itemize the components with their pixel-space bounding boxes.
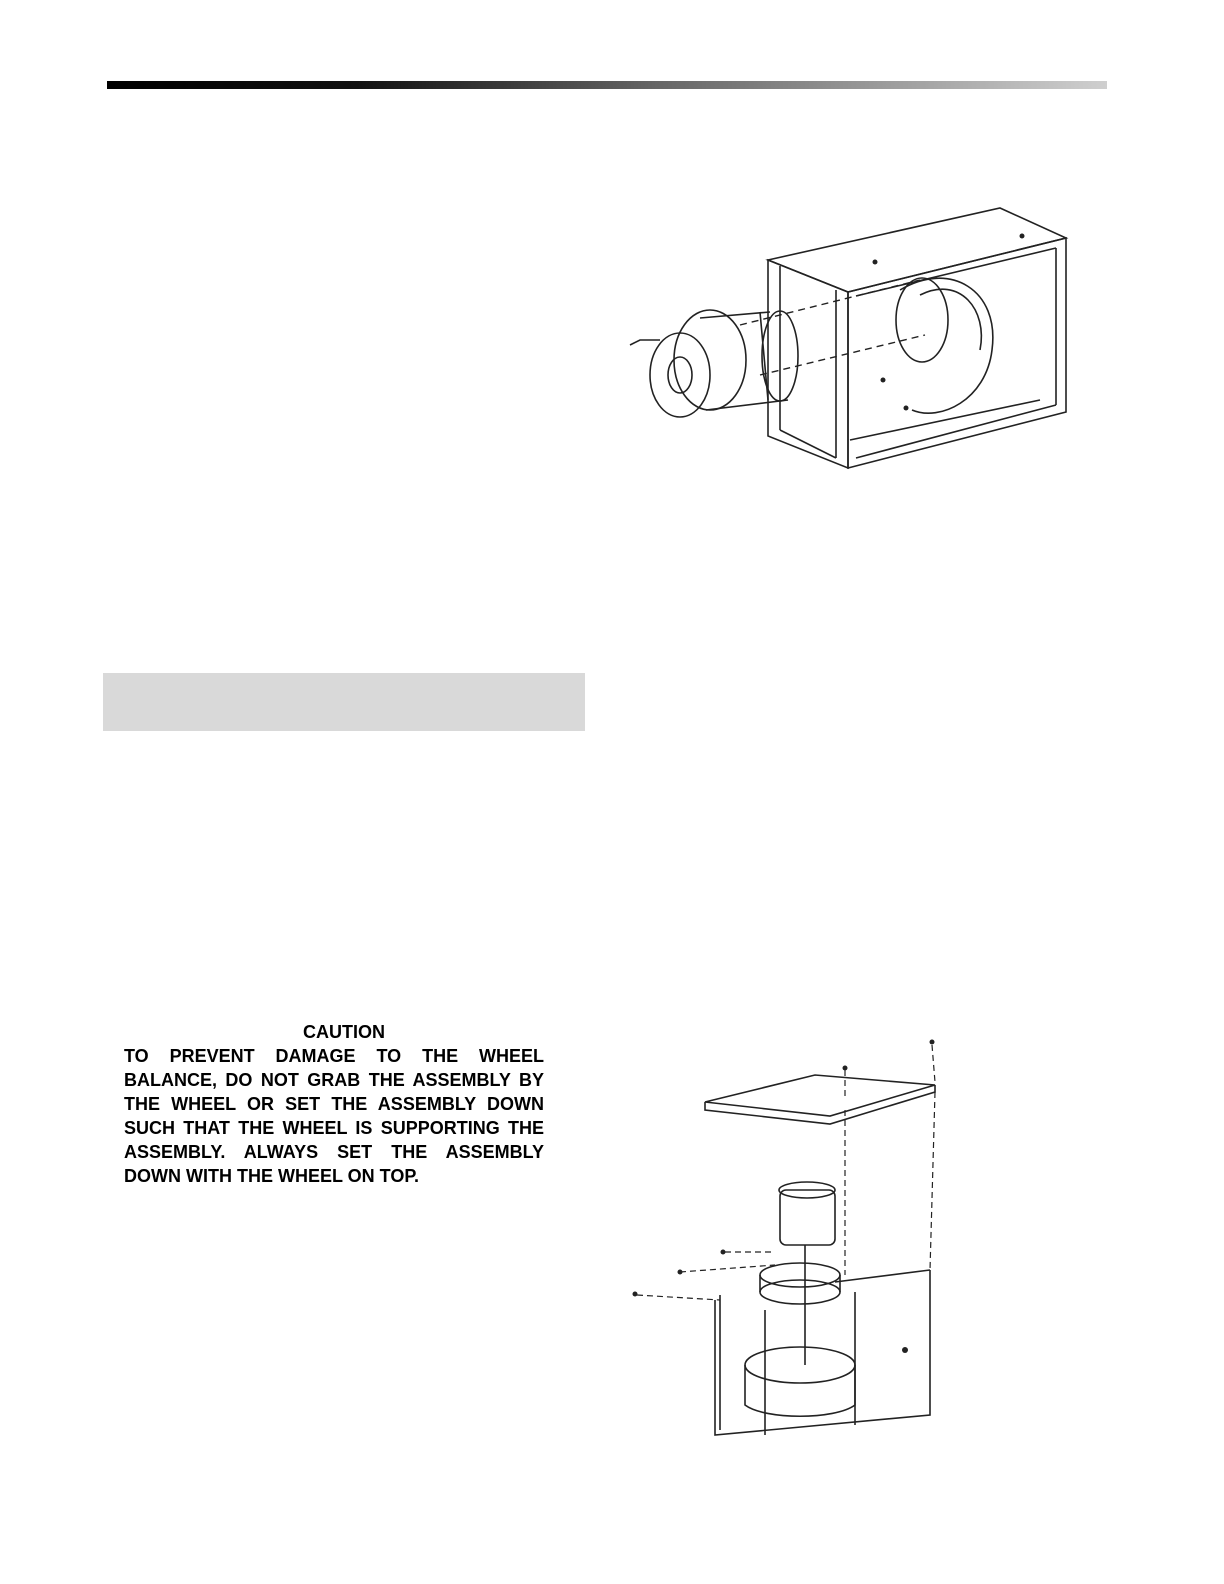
top-panel <box>705 1075 935 1116</box>
caution-box <box>124 1020 544 1188</box>
blower-assembly-top-removal-drawing <box>625 1030 955 1450</box>
caution-text: TO PREVENT DAMAGE TO THE WHEEL BALANCE, DO NOT GRAB THE ASSEMBLY BY THE WHEEL OR SET THE ASSEMBLY DOWN SUCH THAT THE WHEEL IS SUPPORTING THE ASSEMBLY. ALWAYS SET THE ASSEMBLY DOWN WITH THE WHEEL ON TOP. <box>124 1046 544 1186</box>
blower-housing-side-removal-drawing <box>620 200 1080 475</box>
caution-title: CAUTION <box>303 1022 385 1042</box>
header-rule <box>107 81 1107 89</box>
section-heading-band <box>103 673 585 731</box>
